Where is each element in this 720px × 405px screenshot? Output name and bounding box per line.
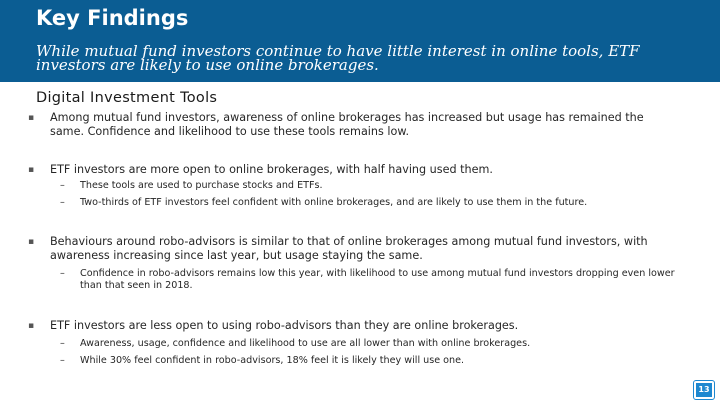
bullet-text: ETF investors are less open to using robo-advisors than they are online brokerages. (50, 319, 519, 332)
dash-marker: – (60, 268, 65, 279)
bullet-text: Behaviours around robo-advisors is similar to that of online brokerages among mutual fund investors, with awareness increasing since last year, but usage staying the same. (50, 235, 648, 262)
slide-title: Key Findings (36, 6, 189, 30)
sub-bullet-item (60, 355, 680, 367)
sub-bullet-text: Awareness, usage, confidence and likelihood to use are all lower than with online brokerages. (80, 338, 531, 349)
sub-bullet-text: Confidence in robo-advisors remains low this year, with likelihood to use among mutual fund investors dropping even lower than that seen in 2018. (80, 268, 675, 291)
bullet-item (28, 111, 676, 139)
bullet-marker: ▪ (28, 237, 35, 247)
bullet-item (28, 319, 676, 333)
bullet-marker: ▪ (28, 165, 35, 175)
sub-bullet-item (60, 180, 680, 192)
section-heading: Digital Investment Tools (36, 90, 218, 106)
sub-bullet-item (60, 268, 680, 292)
sub-bullet-text: These tools are used to purchase stocks and ETFs. (80, 180, 323, 191)
page-number: 13 (696, 383, 712, 397)
sub-bullet-item (60, 338, 680, 350)
dash-marker: – (60, 197, 65, 208)
bullet-item (28, 163, 676, 177)
sub-bullet-text: While 30% feel confident in robo-advisors, 18% feel it is likely they will use one. (80, 355, 465, 366)
slide-subtitle: While mutual fund investors continue to have little interest in online tools, ETF investors are likely to use online brokerages. (36, 42, 640, 74)
bullet-item (28, 235, 676, 263)
dash-marker: – (60, 180, 65, 191)
bullet-marker: ▪ (28, 113, 35, 123)
bullet-text: Among mutual fund investors, awareness of online brokerages has increased but usage has remained the same. Confidence and likelihood to use these tools remains low. (50, 111, 644, 138)
page-number-badge (693, 380, 715, 400)
bullet-text: ETF investors are more open to online brokerages, with half having used them. (50, 163, 493, 176)
title-banner (0, 0, 720, 82)
bullet-marker: ▪ (28, 321, 35, 331)
sub-bullet-text: Two-thirds of ETF investors feel confident with online brokerages, and are likely to use them in the future. (80, 197, 588, 208)
dash-marker: – (60, 355, 65, 366)
sub-bullet-item (60, 197, 680, 209)
dash-marker: – (60, 338, 65, 349)
